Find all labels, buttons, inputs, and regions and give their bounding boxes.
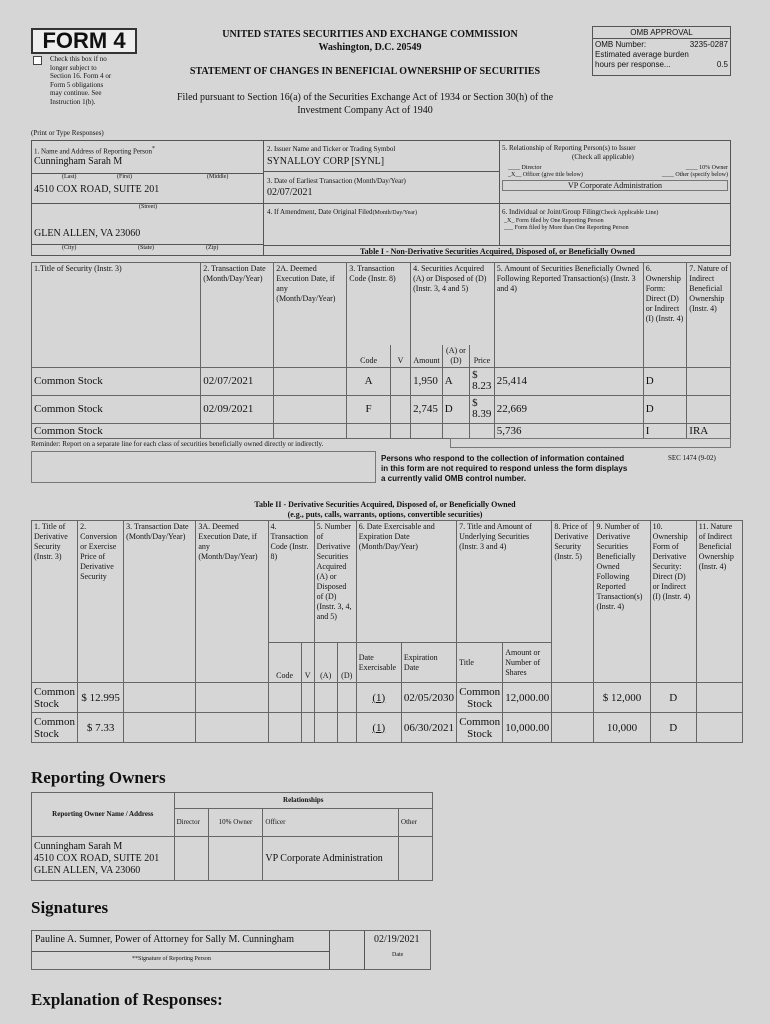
t2-cell-uamt: 10,000.00 bbox=[503, 713, 552, 743]
t2-cell-exp: 06/30/2021 bbox=[401, 713, 456, 743]
issuer-name: SYNALLOY CORP [SYNL] bbox=[267, 156, 385, 167]
t1-cell-owned: 22,669 bbox=[494, 395, 643, 423]
section-3 bbox=[264, 171, 500, 203]
t1-cell-owned: 5,736 bbox=[494, 423, 643, 438]
t1-cell-aord: D bbox=[442, 395, 469, 423]
t2-s-exer: Date Exercisable bbox=[356, 643, 401, 683]
city-label: (City) bbox=[62, 245, 77, 251]
sec-form-number: SEC 1474 (9-02) bbox=[668, 454, 716, 462]
section-4-label: 4. If Amendment, Date Original Filed(Month/Day/Year) bbox=[267, 208, 417, 216]
table-1 bbox=[31, 262, 731, 439]
t1-cell-form: D bbox=[643, 367, 687, 395]
agency-name: UNITED STATES SECURITIES AND EXCHANGE COMMISSION bbox=[222, 29, 518, 40]
t1-cell-date: 02/09/2021 bbox=[201, 395, 274, 423]
t2-s-amt: Amount or Number of Shares bbox=[503, 643, 552, 683]
t1-cell-code: F bbox=[347, 395, 391, 423]
t2-cell-exer: (1) bbox=[356, 713, 401, 743]
first-label: (First) bbox=[117, 174, 132, 180]
omb-number-label: OMB Number: bbox=[595, 40, 647, 49]
t2-s-v: V bbox=[301, 643, 314, 683]
ro-col-name: Reporting Owner Name / Address bbox=[32, 793, 175, 837]
t1-cell-v bbox=[390, 395, 410, 423]
t1-sub-v: V bbox=[390, 345, 410, 368]
t1-cell-nature bbox=[687, 367, 731, 395]
filed-pursuant bbox=[140, 91, 590, 117]
section-3-label: 3. Date of Earliest Transaction (Month/Day/Year) bbox=[267, 177, 406, 185]
signature-box bbox=[31, 930, 431, 970]
filing-option-2[interactable]: ___ Form filed by More than One Reporting Person bbox=[504, 225, 629, 231]
reporting-person-block bbox=[31, 140, 731, 256]
t2-h10: 10. Ownership Form of Derivative Security: Direct (D) or Indirect (I) (Instr. 4) bbox=[650, 521, 696, 683]
ro-col-ten: 10% Owner bbox=[208, 809, 263, 837]
t2-cell-utitle: Common Stock bbox=[457, 683, 503, 713]
reporting-owners-table bbox=[31, 792, 433, 881]
table-2-title bbox=[150, 500, 620, 520]
t2-cell-nature bbox=[696, 683, 742, 713]
persons-line: a currently valid OMB control number. bbox=[381, 474, 526, 483]
form-title: FORM 4 bbox=[42, 28, 126, 53]
persons-line: Persons who respond to the collection of information contained bbox=[381, 454, 625, 463]
omb-number: 3235-0287 bbox=[689, 40, 728, 49]
t2-h7: 7. Title and Amount of Underlying Securities (Instr. 3 and 4) bbox=[457, 521, 552, 643]
t2-h3a: 3A. Deemed Execution Date, if any (Month/Day/Year) bbox=[196, 521, 268, 683]
city-sublabels bbox=[32, 244, 264, 252]
t2-cell-price: $ 7.33 bbox=[78, 713, 124, 743]
t1-cell-price: $ 8.23 bbox=[470, 367, 495, 395]
earliest-transaction-date: 02/07/2021 bbox=[267, 187, 313, 198]
reporting-person-street: 4510 COX ROAD, SUITE 201 bbox=[34, 184, 160, 195]
omb-hours-label: hours per response... bbox=[595, 60, 671, 69]
table-1-header bbox=[32, 263, 731, 345]
table-row bbox=[32, 395, 731, 423]
t1-cell-form: I bbox=[643, 423, 687, 438]
ro-col-other: Other bbox=[399, 809, 433, 837]
t2-cell-title: Common Stock bbox=[32, 683, 78, 713]
t2-cell-dprice bbox=[552, 683, 594, 713]
t1-cell-deemed bbox=[274, 395, 347, 423]
t2-cell-tdate bbox=[124, 713, 196, 743]
checkbox-line: Instruction 1(b). bbox=[50, 97, 96, 106]
t2-h6: 6. Date Exercisable and Expiration Date (Month/Day/Year) bbox=[356, 521, 456, 643]
t1-h-code: 3. Transaction Code (Instr. 8) bbox=[347, 263, 411, 345]
t1-cell-aord: A bbox=[442, 367, 469, 395]
t2-cell-form: D bbox=[650, 683, 696, 713]
reporting-person-city: GLEN ALLEN, VA 23060 bbox=[34, 228, 141, 239]
signer-name: Pauline A. Sumner, Power of Attorney for Sally M. Cunningham bbox=[35, 934, 295, 945]
t2-cell-deemed bbox=[196, 683, 268, 713]
t2-cell-code bbox=[268, 683, 301, 713]
table-1-title: Table I - Non-Derivative Securities Acquired, Disposed of, or Beneficially Owned bbox=[264, 245, 731, 256]
form-title-box bbox=[31, 28, 137, 54]
table-row bbox=[32, 713, 743, 743]
t2-cell-exp: 02/05/2030 bbox=[401, 683, 456, 713]
t1-h-acq: 4. Securities Acquired (A) or Disposed of (D) (Instr. 3, 4 and 5) bbox=[411, 263, 495, 345]
t1-h-deemed: 2A. Deemed Execution Date, if any (Month/Day/Year) bbox=[274, 263, 347, 368]
t2-cell-price: $ 12.995 bbox=[78, 683, 124, 713]
t2-cell-num: $ 12,000 bbox=[594, 683, 650, 713]
t2-h11: 11. Nature of Indirect Beneficial Ownership (Instr. 4) bbox=[696, 521, 742, 683]
ro-director-cell bbox=[174, 837, 208, 881]
t1-cell-amount: 2,745 bbox=[411, 395, 443, 423]
t2-cell-nature bbox=[696, 713, 742, 743]
omb-burden: Estimated average burden bbox=[595, 50, 689, 59]
t2-s-d: (D) bbox=[337, 643, 356, 683]
t2-s-code: Code bbox=[268, 643, 301, 683]
agency-block bbox=[150, 28, 590, 54]
statement-title: STATEMENT OF CHANGES IN BENEFICIAL OWNERSHIP OF SECURITIES bbox=[189, 66, 541, 77]
t1-cell-price bbox=[470, 423, 495, 438]
t2-h9: 9. Number of Derivative Securities Beneficially Owned Following Reported Transaction(s) (Instr. 4) bbox=[594, 521, 650, 683]
t1-sub-code: Code bbox=[347, 345, 391, 368]
ro-header-1 bbox=[32, 793, 433, 809]
section-5-title: 5. Relationship of Reporting Person(s) to Issuer bbox=[502, 144, 636, 152]
t2-cell-form: D bbox=[650, 713, 696, 743]
other-option[interactable]: ____ Other (specify below) bbox=[661, 172, 728, 178]
signature-divider bbox=[329, 931, 365, 970]
ro-owner-addr2: GLEN ALLEN, VA 23060 bbox=[34, 864, 141, 876]
last-label: (Last) bbox=[62, 174, 77, 180]
section-5-sub: (Check all applicable) bbox=[572, 152, 634, 161]
t2-h8: 8. Price of Derivative Security (Instr. 5) bbox=[552, 521, 594, 683]
explanation-heading: Explanation of Responses: bbox=[31, 990, 223, 1009]
t2-cell-v bbox=[301, 683, 314, 713]
table-row bbox=[32, 683, 743, 713]
section-1 bbox=[32, 141, 264, 256]
signature-date: 02/19/2021 bbox=[374, 934, 420, 945]
ro-owner-cell bbox=[32, 837, 175, 881]
t1-cell-form: D bbox=[643, 395, 687, 423]
no-longer-subject-checkbox[interactable] bbox=[33, 56, 42, 65]
section-2-4 bbox=[264, 141, 500, 245]
section-5-6 bbox=[500, 141, 731, 245]
filing-option-1[interactable]: _X_ Form filed by One Reporting Person bbox=[504, 218, 604, 224]
ten-pct-option[interactable]: ____ 10% Owner bbox=[685, 165, 728, 171]
t1-cell-title: Common Stock bbox=[32, 395, 201, 423]
reminder-box-left bbox=[31, 451, 376, 483]
state-label: (State) bbox=[138, 245, 154, 251]
table-row bbox=[32, 367, 731, 395]
t1-cell-owned: 25,414 bbox=[494, 367, 643, 395]
t2-s-a: (A) bbox=[314, 643, 337, 683]
t1-cell-code bbox=[347, 423, 391, 438]
persons-line: in this form are not required to respond unless the form displays bbox=[381, 464, 628, 473]
street-label: (Street) bbox=[32, 203, 264, 211]
checkbox-line: Form 5 obligations bbox=[50, 80, 104, 89]
table-row bbox=[32, 423, 731, 438]
omb-approval-box bbox=[592, 26, 731, 76]
filed-pursuant-line: Investment Company Act of 1940 bbox=[297, 105, 433, 116]
table-2-subtitle: (e.g., puts, calls, warrants, options, convertible securities) bbox=[287, 510, 483, 519]
t1-h-amount: 5. Amount of Securities Beneficially Owned Following Reported Transaction(s) (Instr. 3 and 4) bbox=[494, 263, 643, 368]
name-sublabels bbox=[32, 173, 264, 181]
reminder-text: Reminder: Report on a separate line for each class of securities beneficially owned directly or indirectly. bbox=[31, 440, 324, 448]
t2-cell-a bbox=[314, 683, 337, 713]
section-6 bbox=[500, 203, 731, 245]
section-1-label: 1. Name and Address of Reporting Person* bbox=[34, 146, 155, 156]
checkbox-line: Section 16. Form 4 or bbox=[50, 72, 112, 80]
director-option[interactable]: ____ Director bbox=[508, 165, 542, 171]
t2-h3: 3. Transaction Date (Month/Day/Year) bbox=[124, 521, 196, 683]
ro-relationships: Relationships bbox=[174, 793, 432, 809]
t1-sub-aord: (A) or (D) bbox=[442, 345, 469, 368]
omb-title: OMB APPROVAL bbox=[593, 27, 730, 39]
checkbox-line: may continue. See bbox=[50, 89, 102, 97]
t1-cell-date: 02/07/2021 bbox=[201, 367, 274, 395]
t1-cell-date bbox=[201, 423, 274, 438]
t1-cell-deemed bbox=[274, 367, 347, 395]
t2-cell-deemed bbox=[196, 713, 268, 743]
t2-cell-dprice bbox=[552, 713, 594, 743]
table-row bbox=[32, 837, 433, 881]
t1-cell-title: Common Stock bbox=[32, 423, 201, 438]
checkbox-instruction bbox=[50, 55, 140, 106]
relationship-row-2 bbox=[508, 172, 728, 179]
t2-cell-v bbox=[301, 713, 314, 743]
t2-cell-tdate bbox=[124, 683, 196, 713]
t2-cell-d bbox=[337, 683, 356, 713]
checkbox-line: longer subject to bbox=[50, 63, 97, 72]
section-4 bbox=[264, 203, 500, 245]
t1-cell-code: A bbox=[347, 367, 391, 395]
officer-title-box: VP Corporate Administration bbox=[502, 180, 728, 191]
persons-respond-notice bbox=[381, 454, 661, 484]
section-5-label bbox=[500, 144, 731, 161]
t1-cell-nature bbox=[687, 395, 731, 423]
t1-sub-amount: Amount bbox=[411, 345, 443, 368]
middle-label: (Middle) bbox=[207, 174, 229, 180]
t1-cell-amount bbox=[411, 423, 443, 438]
ro-owner-name: Cunningham Sarah M bbox=[34, 840, 123, 852]
ro-col-officer: Officer bbox=[263, 809, 399, 837]
checkbox-line: Check this box if no bbox=[50, 55, 107, 63]
t2-cell-a bbox=[314, 713, 337, 743]
t2-cell-uamt: 12,000.00 bbox=[503, 683, 552, 713]
table-2-header bbox=[32, 521, 743, 643]
t2-h1: 1. Title of Derivative Security (Instr. 3) bbox=[32, 521, 78, 683]
ro-owner-addr1: 4510 COX ROAD, SUITE 201 bbox=[34, 852, 160, 864]
t1-h-title: 1.Title of Security (Instr. 3) bbox=[32, 263, 201, 368]
table-2-title-line: Table II - Derivative Securities Acquired, Disposed of, or Beneficially Owned bbox=[254, 500, 516, 509]
t1-cell-deemed bbox=[274, 423, 347, 438]
date-label: Date bbox=[392, 952, 404, 958]
t1-cell-v bbox=[390, 423, 410, 438]
t2-cell-title: Common Stock bbox=[32, 713, 78, 743]
signature-label: **Signature of Reporting Person bbox=[32, 951, 329, 963]
section-6-label: 6. Individual or Joint/Group Filing(Check Applicable Line) bbox=[502, 208, 659, 216]
t1-h-date: 2. Transaction Date (Month/Day/Year) bbox=[201, 263, 274, 368]
reporting-owners-heading: Reporting Owners bbox=[31, 768, 166, 787]
t1-cell-amount: 1,950 bbox=[411, 367, 443, 395]
t1-cell-price: $ 8.39 bbox=[470, 395, 495, 423]
relationship-row-1 bbox=[508, 165, 728, 172]
reporting-person-name: Cunningham Sarah M bbox=[34, 156, 123, 167]
t2-h4: 4. Transaction Code (Instr. 8) bbox=[268, 521, 314, 643]
t2-cell-num: 10,000 bbox=[594, 713, 650, 743]
t2-s-title: Title bbox=[457, 643, 503, 683]
ro-other-cell bbox=[399, 837, 433, 881]
t2-cell-exer: (1) bbox=[356, 683, 401, 713]
ro-officer-cell: VP Corporate Administration bbox=[263, 837, 399, 881]
t1-cell-title: Common Stock bbox=[32, 367, 201, 395]
omb-hours: 0.5 bbox=[716, 60, 728, 69]
t2-s-exp: Expiration Date bbox=[401, 643, 456, 683]
t1-sub-price: Price bbox=[470, 345, 495, 368]
t1-cell-aord bbox=[442, 423, 469, 438]
t1-h-ownership: 6. Ownership Form: Direct (D) or Indirect (I) (Instr. 4) bbox=[643, 263, 687, 368]
t1-cell-v bbox=[390, 367, 410, 395]
t2-cell-utitle: Common Stock bbox=[457, 713, 503, 743]
t1-cell-nature: IRA bbox=[687, 423, 731, 438]
reminder-box-right bbox=[450, 438, 731, 448]
t2-h2: 2. Conversion or Exercise Price of Derivative Security bbox=[78, 521, 124, 683]
section-2-label: 2. Issuer Name and Ticker or Trading Symbol bbox=[267, 145, 396, 153]
signatures-heading: Signatures bbox=[31, 898, 109, 917]
ro-col-director: Director bbox=[174, 809, 208, 837]
t2-cell-code bbox=[268, 713, 301, 743]
t2-h5: 5. Number of Derivative Securities Acquired (A) or Disposed of (D) (Instr. 3, 4, and 5) bbox=[314, 521, 356, 643]
zip-label: (Zip) bbox=[206, 245, 219, 251]
print-type-note: (Print or Type Responses) bbox=[31, 129, 104, 137]
ro-ten-cell bbox=[208, 837, 263, 881]
table-2 bbox=[31, 520, 743, 743]
filed-pursuant-line: Filed pursuant to Section 16(a) of the Securities Exchange Act of 1934 or Section 30(h) of the bbox=[176, 92, 554, 103]
t2-cell-d bbox=[337, 713, 356, 743]
officer-option[interactable]: _X__ Officer (give title below) bbox=[508, 172, 583, 178]
agency-city: Washington, D.C. 20549 bbox=[318, 42, 422, 53]
t1-h-nature: 7. Nature of Indirect Beneficial Ownership (Instr. 4) bbox=[687, 263, 731, 368]
